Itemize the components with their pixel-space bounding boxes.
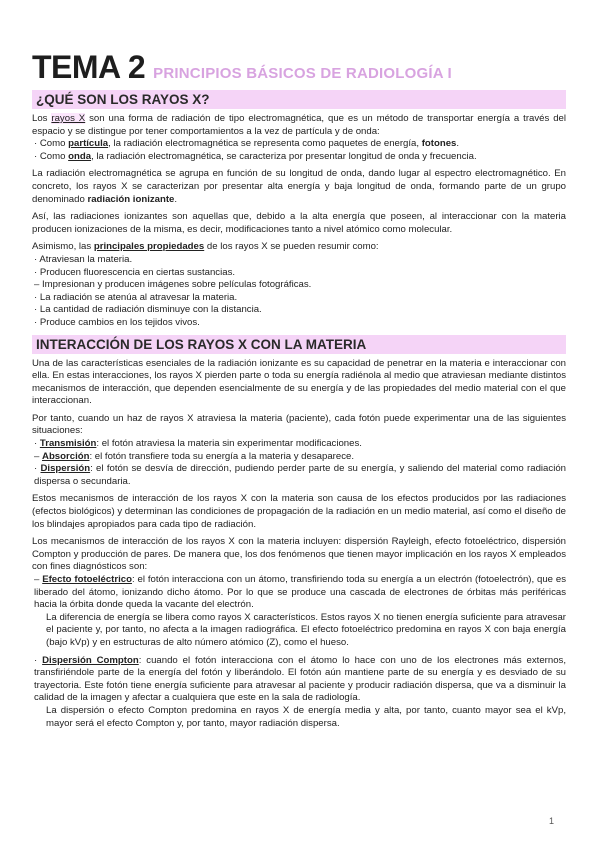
list-item: – Efecto fotoeléctrico: el fotón interacciona con un átomo, transfiriendo toda su energía a un electrón (fotoelectrón), que es liberado del átomo, ionizando dicho átomo. Por lo que se produce una cascada de electrones de órbitas más periféricas hacia la órbita donde queda la vacante del electrón.	[34, 574, 566, 611]
list-item: · Atraviesan la materia.	[34, 253, 133, 265]
section-heading-interaction: INTERACCIÓN DE LOS RAYOS X CON LA MATERIA	[32, 335, 566, 354]
paragraph-situations-intro: Por tanto, cuando un haz de rayos X atraviesa la materia (paciente), cada fotón puede experimentar una de las siguientes situaciones:	[32, 412, 566, 437]
paragraph-intro: Los rayos X son una forma de radiación de tipo electromagnética, que es un método de transportar energía a través del espacio y se distingue por tener comportamientos a la vez de partícula y de onda:	[32, 113, 567, 137]
list-item: · Como onda, la radiación electromagnética, se caracteriza por presentar longitud de onda y frecuencia.	[34, 150, 477, 162]
paragraph-ionizing: Así, las radiaciones ionizantes son aquellas que, debido a la alta energía que poseen, al interaccionar con la materia producen ionizaciones de la misma, es decir, modificaciones tanto a nivel atómico como molecular.	[32, 211, 566, 235]
effect-continuation: La diferencia de energía se libera como rayos X característicos. Estos rayos X no tienen energía suficiente para atravesar el paciente y, por tanto, no afecta a la imagen radiográfica. El efecto fotoeléctrico predomina en rayos X con baja energía (bajo kVp) y en estructuras de alto número atómico (Z), como el hueso.	[46, 611, 566, 648]
paragraph-mechanisms-list: Los mecanismos de interacción de los rayos X con la materia incluyen: dispersión Rayleigh, efecto fotoeléctrico, dispersión Compton y producción de pares. De manera que, los dos fenómenos que tienen mayor implicación en los rayos X empleados con fines diagnósticos son:	[32, 536, 566, 573]
properties-list	[32, 254, 566, 330]
term-rayos-x: rayos X	[51, 113, 86, 124]
list-item: · Como partícula, la radiación electromagnética se representa como paquetes de energía, fotones.	[34, 138, 460, 150]
list-item: · Dispersión Compton: cuando el fotón interacciona con el átomo lo hace con uno de los electrones más externos, transfiriéndole parte de la energía del fotón y liberándolo. El fotón aún mantiene parte de su energía y es desviado de su trayectoria. Este fotón tiene energía suficiente para atravesar al paciente y producir radiación dispersa, que va a disminuir la calidad de la imagen y afectar a cualquiera que este en la sala de radiología.	[34, 654, 567, 704]
list-item: · Producen fluorescencia en ciertas sustancias.	[34, 266, 236, 278]
list-item: · La cantidad de radiación disminuye con la distancia.	[34, 304, 262, 316]
section-heading-what-are-xrays: ¿QUÉ SON LOS RAYOS X?	[32, 90, 566, 109]
topic-number: TEMA 2	[32, 49, 146, 85]
list-item: · Produce cambios en los tejidos vivos.	[34, 316, 200, 328]
paragraph-properties-intro: Asimismo, las principales propiedades de los rayos X se pueden resumir como:	[32, 241, 379, 253]
effects-list	[32, 574, 566, 612]
nature-list	[32, 138, 566, 163]
title-row	[32, 50, 566, 84]
paragraph-spectrum: La radiación electromagnética se agrupa en función de su longitud de onda, dando lugar al espectro electromagnético. En concreto, los rayos X se caracterizan por presentar alta energía y baja longitud de onda, formando parte de un grupo denominado radiación ionizante.	[32, 168, 566, 205]
paragraph-interaction: Una de las características esenciales de la radiación ionizante es su capacidad de penetrar en la materia e interaccionar con ella. En estas interacciones, los rayos X pierden parte o toda su energía radiénola al medio que atraviesan mediante distintos mecanismos de interacción, que dependen esencialmente de su energía y de las propiedades del medio material con el que interaccionan.	[32, 357, 566, 407]
page-number: 1	[548, 816, 554, 826]
effect-continuation: La dispersión o efecto Compton predomina en rayos X de energía media y alta, por tanto, cuanto mayor sea el kVp, mayor será el efecto Compton y, por tanto, mayor radiación dispersa.	[46, 704, 566, 729]
list-item: · Dispersión: el fotón se desvía de dirección, pudiendo perder parte de su energía, y saliendo del material como radiación dispersa o secundaria.	[34, 463, 566, 487]
situations-list	[32, 438, 566, 488]
topic-subtitle: PRINCIPIOS BÁSICOS DE RADIOLOGÍA I	[153, 65, 452, 82]
list-item: · Transmisión: el fotón atraviesa la materia sin experimentar modificaciones.	[34, 438, 362, 450]
list-item: – Absorción: el fotón transfiere toda su energía a la materia y desaparece.	[34, 450, 354, 462]
effects-list-2	[32, 655, 566, 705]
paragraph-mechanisms: Estos mecanismos de interacción de los rayos X con la materia son causa de los efectos producidos por las radiaciones (efectos biológicos) y determinan las condiciones de propagación de la radiación en un medio material, así como el diseño de los blindajes apropiados para cada tipo de radiación.	[32, 493, 566, 530]
list-item: · La radiación se atenúa al atravesar la materia.	[34, 291, 238, 303]
list-item: – Impresionan y producen imágenes sobre películas fotográficas.	[34, 279, 312, 291]
